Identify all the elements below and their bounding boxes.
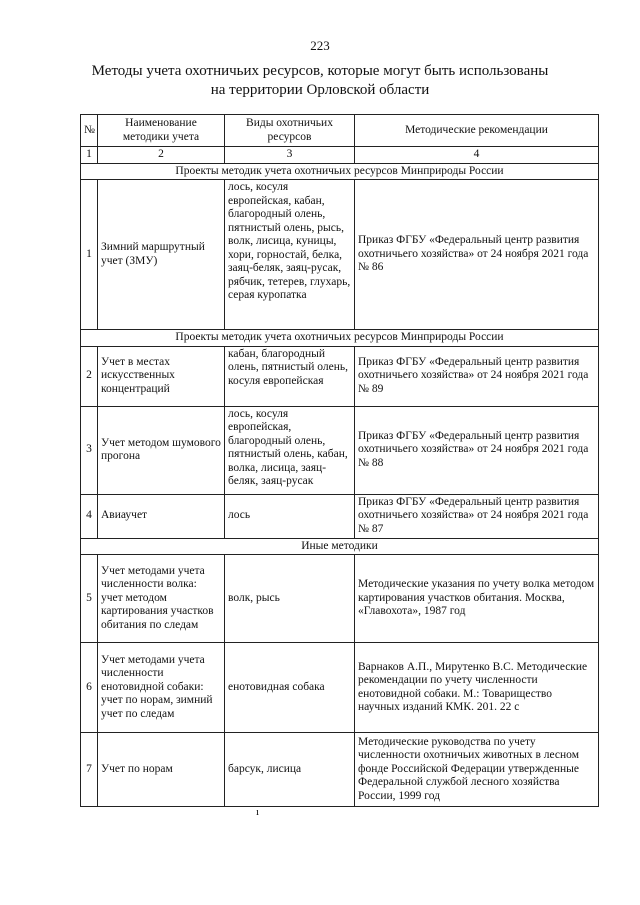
document-title — [60, 62, 580, 100]
row-recommendation: Приказ ФГБУ «Федеральный центр развития охотничьего хозяйства» от 24 ноября 2021 года № 88 — [355, 406, 599, 494]
column-number: 1 — [81, 147, 98, 164]
row-num: 7 — [81, 733, 98, 807]
header-species: Виды охотничьих ресурсов — [225, 115, 355, 147]
row-method-name: Авиаучет — [98, 494, 225, 538]
footer-mark: ı — [256, 806, 260, 818]
column-number-row — [81, 147, 599, 164]
section-heading: Проекты методик учета охотничьих ресурсов Минприроды России — [81, 330, 599, 347]
table-header-row — [81, 115, 599, 147]
row-recommendation: Приказ ФГБУ «Федеральный центр развития охотничьего хозяйства» от 24 ноября 2021 года № 87 — [355, 494, 599, 538]
table-row — [81, 733, 599, 807]
row-species: енотовидная собака — [225, 643, 355, 733]
row-species: волк, рысь — [225, 555, 355, 643]
row-num: 3 — [81, 406, 98, 494]
row-species: кабан, благородный олень, пятнистый олень, косуля европейская — [225, 346, 355, 406]
section-row — [81, 330, 599, 347]
section-row — [81, 163, 599, 180]
row-recommendation: Методические руководства по учету численности охотничьих животных в лесном фонде Российской Федерации утвержденные Федеральной службой лесного хозяйства России, 1999 год — [355, 733, 599, 807]
row-species: лось, косуля европейская, благородный олень, пятнистый олень, кабан, волка, лисица, заяц-беляк, заяц-русак — [225, 406, 355, 494]
row-method-name: Учет методами учета численности енотовидной собаки: учет по норам, зимний учет по следам — [98, 643, 225, 733]
row-species: лось — [225, 494, 355, 538]
page-number: 223 — [310, 38, 330, 53]
row-num: 1 — [81, 180, 98, 330]
row-method-name: Учет методом шумового прогона — [98, 406, 225, 494]
header-num: № — [81, 115, 98, 147]
row-num: 5 — [81, 555, 98, 643]
table-row — [81, 643, 599, 733]
column-number: 2 — [98, 147, 225, 164]
section-heading: Проекты методик учета охотничьих ресурсов Минприроды России — [81, 163, 599, 180]
table-row — [81, 555, 599, 643]
row-method-name: Учет по норам — [98, 733, 225, 807]
table-row — [81, 346, 599, 406]
row-recommendation: Приказ ФГБУ «Федеральный центр развития охотничьего хозяйства» от 24 ноября 2021 года № 89 — [355, 346, 599, 406]
row-species: барсук, лисица — [225, 733, 355, 807]
table-row — [81, 494, 599, 538]
row-method-name: Учет в местах искусственных концентраций — [98, 346, 225, 406]
header-recommendations: Методические рекомендации — [355, 115, 599, 147]
row-num: 6 — [81, 643, 98, 733]
row-recommendation: Варнаков А.П., Мирутенко В.С. Методические рекомендации по учету численности енотовидной собаки. М.: Товарищество научных изданий КМК. 201. 22 с — [355, 643, 599, 733]
table-row — [81, 180, 599, 330]
row-species: лось, косуля европейская, кабан, благородный олень, пятнистый олень, рысь, волк, лисица, куницы, хори, горностай, белка, заяц-беляк, заяц-русак, рябчик, тетерев, глухарь, серая куропатка — [225, 180, 355, 330]
row-method-name: Зимний маршрутный учет (ЗМУ) — [98, 180, 225, 330]
table-row — [81, 406, 599, 494]
section-row — [81, 538, 599, 555]
column-number: 4 — [355, 147, 599, 164]
row-num: 4 — [81, 494, 98, 538]
row-recommendation: Приказ ФГБУ «Федеральный центр развития охотничьего хозяйства» от 24 ноября 2021 года № 86 — [355, 180, 599, 330]
hunting-methods-table — [80, 114, 599, 807]
row-num: 2 — [81, 346, 98, 406]
title-line-1: Методы учета охотничьих ресурсов, которые могут быть использованы — [91, 63, 549, 79]
row-recommendation: Методические указания по учету волка методом картирования участков обитания. Москва, «Главохота», 1987 год — [355, 555, 599, 643]
section-heading: Иные методики — [81, 538, 599, 555]
row-method-name: Учет методами учета численности волка: учет методом картирования участков обитания по следам — [98, 555, 225, 643]
header-name: Наименование методики учета — [98, 115, 225, 147]
title-line-2: на территории Орловской области — [210, 82, 430, 98]
column-number: 3 — [225, 147, 355, 164]
